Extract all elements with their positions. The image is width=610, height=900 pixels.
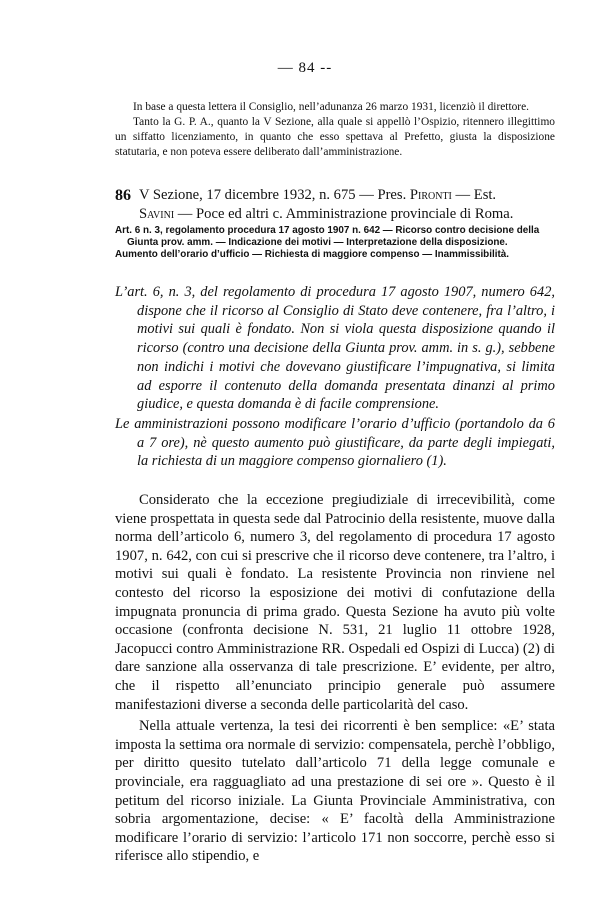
decision-court-date: V Sezione, 17 dicembre 1932, n. 675 — Pres. [139,187,410,203]
keyword-line: Art. 6 n. 3, regolamento procedura 17 agosto 1907 n. 642 — Ricorso contro decisione della Giunta prov. amm. — Indicazione dei motivi — Interpretazione della disposizione. [115,225,540,249]
keyword-line: Aumento dell’orario d’ufficio — Richiesta di maggiore compenso — Inammissibilità. [115,249,509,261]
decision-header-line-1 [115,186,555,205]
intro-paragraph: Tanto la G. P. A., quanto la V Sezione, alla quale si appellò l’Ospizio, ritennero illegittimo un siffatto licenziamento, in quanto che esso spettava al Prefetto, giusta la disposizione statutaria, e non poteva essere deliberato dall’amministrazione. [115,116,555,159]
summary-paragraph: L’art. 6, n. 3, del regolamento di procedura 17 agosto 1907, numero 642, dispone che il ricorso al Consiglio di Stato deve contenere, fra l’altro, i motivi sui quali è fondato. Non si viola questa disposizione quando il ricorso (contro una decisione della Giunta prov. amm. in s. g.), sebbene non indichi i motivi che dovevano giustificare l’impugnativa, si limita ad esporre il contenuto della domanda presentata dinanzi al primo giudice, e questa domanda è di facile comprensione. [115,284,555,413]
decision-parties: — Poce ed altri c. Amministrazione provinciale di Roma. [174,206,514,222]
decision-line1-end: — Est. [451,187,497,203]
decision-extensor: Savini [139,206,175,222]
summary-paragraph: Le amministrazioni possono modificare l’orario d’ufficio (portandolo da 6 a 7 ore), nè questo aumento può giustificare, da parte degli impiegati, la richiesta di un maggiore compenso giornaliero (1). [115,415,555,470]
body-text [115,491,555,866]
decision-number: 86 [115,187,131,204]
body-paragraph: Nella attuale vertenza, la tesi dei ricorrenti è ben semplice: «E’ stata imposta la settima ora normale di servizio: compensatela, perchè l’obbligo, per diritto quesito tutelato dall’articolo 71 della legge comunale e provinciale, era ragguagliato ad una prestazione di sei ore ». Questo è il petitum del ricorso iniziale. La Giunta Provinciale Amministrativa, con sobria argomentazione, decise: « E’ facoltà della Amministrazione modificare l’orario di servizio: l’articolo 171 non soccorre, perchè esso si riferisce allo stipendio, e [115,718,555,865]
decision-president: Pironti [409,187,452,203]
body-paragraph: Considerato che la eccezione pregiudiziale di irrecevibilità, come viene prospettata in questa sede dal Patrocinio della resistente, muove dalla norma dell’articolo 6, numero 3, del regolamento di procedura 17 agosto 1907, n. 642, con cui si prescrive che il ricorso deve contenere, tra l’altro, i motivi sui quali è fondato. La resistente Provincia non rinviene nel contesto del ricorso la esposizione dei motivi di confutazione della impugnata pronuncia di prima grado. Questa Sezione ha avuto più volte occasione (confronta decisione N. 531, 21 luglio 11 ottobre 1928, Jacopucci contro Amministrazione RR. Ospedali ed Ospizi di Lucca) (2) di dare sanzione alla osservanza di tale prescrizione. E’ evidente, per altro, che il rispetto all’enunciato principio generale può assumere manifestazioni diverse a seconda delle particolarità del caso. [115,492,555,713]
intro-paragraph: In base a questa lettera il Consiglio, nell’adunanza 26 marzo 1931, licenziò il direttore. [133,101,530,113]
page-number: — 84 -- [277,60,333,76]
keywords-block [115,225,557,262]
summary-block [115,283,555,471]
intro-text [115,100,555,160]
decision-header [115,186,555,224]
decision-header-line-2 [115,205,555,224]
